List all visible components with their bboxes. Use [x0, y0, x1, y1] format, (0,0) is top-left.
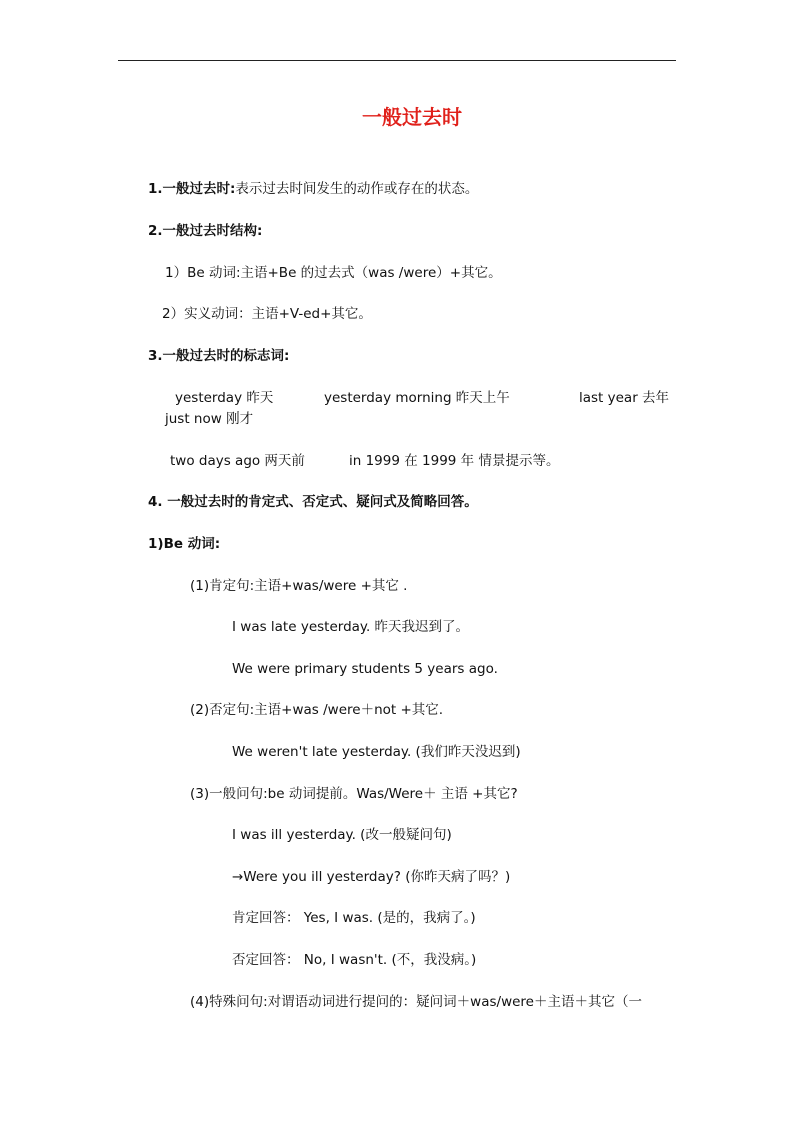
- special-question-rule: (4)特殊问句:对谓语动词进行提问的：疑问词＋was/were＋主语＋其它（一: [190, 994, 642, 1010]
- marker-word: yesterday 昨天: [175, 390, 274, 406]
- negative-rule: (2)否定句:主语+was /were＋not +其它.: [190, 702, 444, 718]
- marker-word: two days ago 两天前: [170, 453, 305, 469]
- affirmative-rule: (1)肯定句:主语+was/were +其它 .: [190, 578, 408, 594]
- marker-word: yesterday morning 昨天上午: [324, 390, 510, 406]
- section-2-item-1: 1）Be 动词:主语+Be 的过去式（was /were）+其它。: [165, 265, 502, 281]
- question-rule: (3)一般问句:be 动词提前。Was/Were＋ 主语 +其它?: [190, 786, 518, 802]
- section-2-item-2: 2）实义动词：主语+V-ed+其它。: [162, 306, 372, 322]
- example-sentence: →Were you ill yesterday? (你昨天病了吗？): [232, 869, 511, 885]
- section-2-heading: 2.一般过去时结构:: [148, 223, 263, 239]
- marker-word: just now 刚才: [165, 411, 254, 427]
- example-sentence: We were primary students 5 years ago.: [232, 661, 498, 677]
- section-1-heading: 1.一般过去时:: [148, 181, 236, 197]
- section-1: [148, 180, 478, 198]
- example-sentence: 否定回答： No, I wasn't. (不，我没病。): [232, 952, 477, 968]
- marker-word: in 1999 在 1999 年 情景提示等。: [349, 453, 560, 469]
- example-sentence: I was ill yesterday. (改一般疑问句): [232, 827, 452, 843]
- header-rule: [118, 60, 676, 61]
- example-sentence: 肯定回答： Yes, I was. (是的，我病了。): [232, 910, 476, 926]
- example-sentence: We weren't late yesterday. (我们昨天没迟到): [232, 744, 521, 760]
- section-1-text: 表示过去时间发生的动作或存在的状态。: [235, 181, 479, 197]
- section-3-heading: 3.一般过去时的标志词:: [148, 348, 290, 364]
- section-4-subheading: 1)Be 动词:: [148, 536, 221, 552]
- example-sentence: I was late yesterday. 昨天我迟到了。: [232, 619, 470, 635]
- marker-word: last year 去年: [579, 390, 670, 406]
- page-title: 一般过去时: [362, 105, 462, 129]
- section-4-heading: 4. 一般过去时的肯定式、否定式、疑问式及简略回答。: [148, 494, 478, 510]
